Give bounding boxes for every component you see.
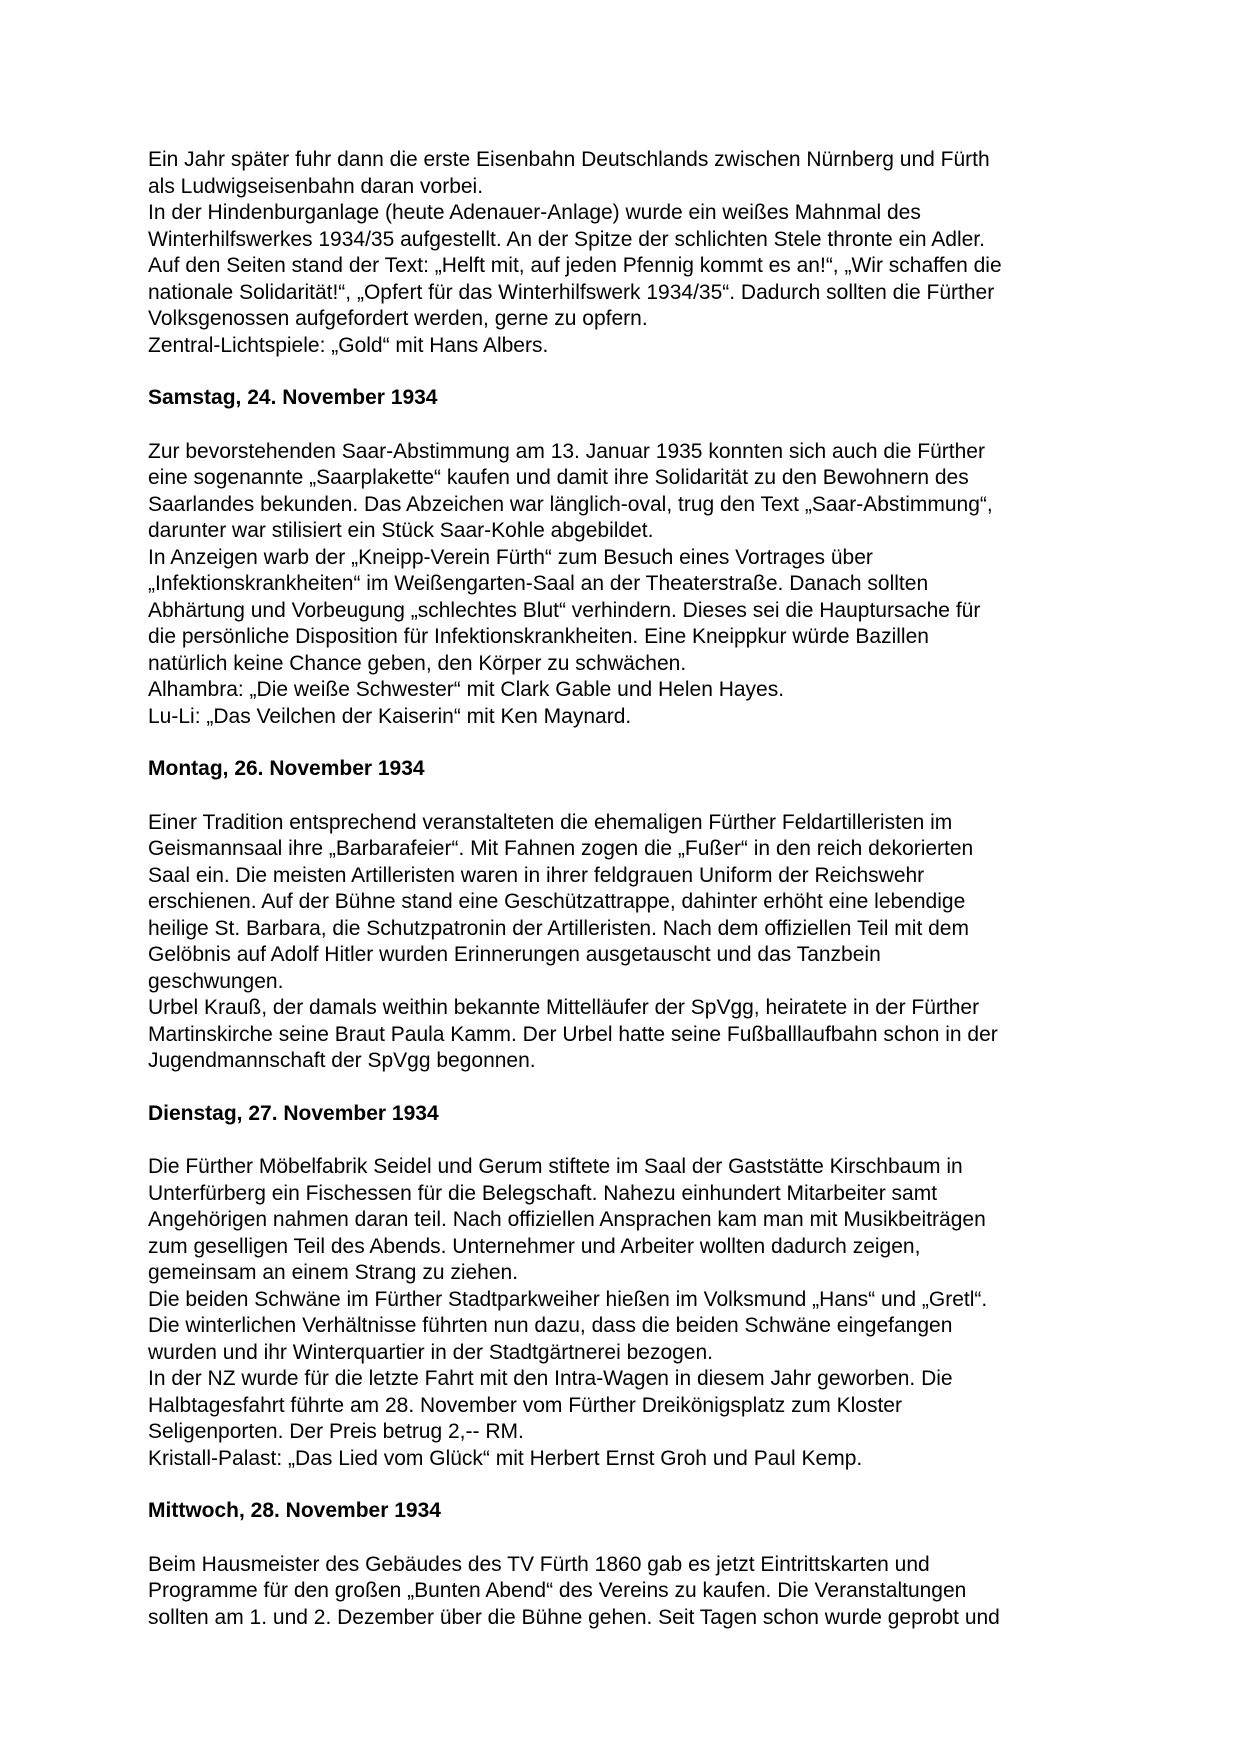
text-line: natürlich keine Chance geben, den Körper zu schwächen. — [148, 651, 687, 675]
text-line: Lu-Li: „Das Veilchen der Kaiserin“ mit Ken Maynard. — [148, 704, 632, 728]
paragraph — [148, 200, 1088, 333]
paragraph — [148, 545, 1088, 678]
text-line: Die beiden Schwäne im Fürther Stadtparkweiher hießen im Volksmund „Hans“ und „Gretl“. — [148, 1287, 988, 1311]
text-line: Saal ein. Die meisten Artilleristen waren in ihrer feldgrauen Uniform der Reichswehr — [148, 863, 925, 887]
text-line: „Infektionskrankheiten“ im Weißengarten-Saal an der Theaterstraße. Danach sollten — [148, 572, 929, 595]
document-page — [148, 147, 1088, 1631]
paragraph — [148, 1154, 1088, 1287]
text-line: wurden und ihr Winterquartier in der Stadtgärtnerei bezogen. — [148, 1340, 713, 1364]
text-line: Zur bevorstehenden Saar-Abstimmung am 13. Januar 1935 konnten sich auch die Fürther — [148, 439, 985, 463]
paragraph — [148, 995, 1088, 1075]
paragraph — [148, 1446, 1088, 1473]
text-line: Volksgenossen aufgefordert werden, gerne zu opfern. — [148, 307, 648, 330]
text-line: In der Hindenburganlage (heute Adenauer-Anlage) wurde ein weißes Mahnmal des — [148, 201, 921, 224]
text-line: Jugendmannschaft der SpVgg begonnen. — [148, 1049, 536, 1072]
section-body — [148, 810, 1088, 1075]
text-line: Saarlandes bekunden. Das Abzeichen war länglich-oval, trug den Text „Saar-Abstimmung“, — [148, 492, 993, 516]
text-line: heilige St. Barbara, die Schutzpatronin der Artilleristen. Nach dem offiziellen Teil mit dem — [148, 916, 969, 940]
text-line: In der NZ wurde für die letzte Fahrt mit den Intra-Wagen in diesem Jahr geworben. Die — [148, 1367, 953, 1390]
date-heading: Dienstag, 27. November 1934 — [148, 1101, 439, 1125]
text-line: Unterfürberg ein Fischessen für die Belegschaft. Nahezu einhundert Mitarbeiter samt — [148, 1181, 938, 1205]
paragraph — [148, 333, 1088, 360]
paragraph — [148, 1287, 1088, 1367]
date-heading: Montag, 26. November 1934 — [148, 757, 425, 780]
text-line: Winterhilfswerkes 1934/35 aufgestellt. An der Spitze der schlichten Stele thronte ein Adler. — [148, 227, 985, 251]
text-line: Auf den Seiten stand der Text: „Helft mit, auf jeden Pfennig kommt es an!“, „Wir schaffen die — [148, 254, 1002, 277]
text-line: Urbel Krauß, der damals weithin bekannte Mittelläufer der SpVgg, heiratete in der Fürther — [148, 996, 980, 1019]
text-line: Beim Hausmeister des Gebäudes des TV Fürth 1860 gab es jetzt Eintrittskarten und — [148, 1552, 930, 1576]
text-line: Angehörigen nahmen daran teil. Nach offiziellen Ansprachen kam man mit Musikbeiträgen — [148, 1208, 986, 1231]
paragraph — [148, 147, 1088, 200]
section-body — [148, 439, 1088, 731]
paragraph — [148, 439, 1088, 545]
text-line: als Ludwigseisenbahn daran vorbei. — [148, 174, 484, 198]
text-line: Die Fürther Möbelfabrik Seidel und Gerum stiftete im Saal der Gaststätte Kirschbaum in — [148, 1155, 963, 1178]
text-line: Alhambra: „Die weiße Schwester“ mit Clark Gable und Helen Hayes. — [148, 678, 785, 701]
text-line: Kristall-Palast: „Das Lied vom Glück“ mit Herbert Ernst Groh und Paul Kemp. — [148, 1446, 863, 1470]
text-line: Martinskirche seine Braut Paula Kamm. Der Urbel hatte seine Fußballlaufbahn schon in der — [148, 1022, 998, 1046]
paragraph — [148, 704, 1088, 731]
text-line: nationale Solidarität!“, „Opfert für das Winterhilfswerk 1934/35“. Dadurch sollten die Fürther — [148, 280, 995, 304]
text-line: darunter war stilisiert ein Stück Saar-Kohle abgebildet. — [148, 519, 654, 542]
text-line: gemeinsam an einem Strang zu ziehen. — [148, 1261, 519, 1284]
text-line: geschwungen. — [148, 969, 284, 993]
text-line: Einer Tradition entsprechend veranstalteten die ehemaligen Fürther Feldartilleristen im — [148, 810, 953, 834]
text-line: Halbtagesfahrt führte am 28. November vom Fürther Dreikönigsplatz zum Kloster — [148, 1393, 902, 1417]
paragraph — [148, 1552, 1088, 1632]
text-line: zum geselligen Teil des Abends. Unternehmer und Arbeiter wollten dadurch zeigen, — [148, 1234, 921, 1258]
text-line: Die winterlichen Verhältnisse führten nun dazu, dass die beiden Schwäne eingefangen — [148, 1314, 953, 1337]
text-line: Gelöbnis auf Adolf Hitler wurden Erinnerungen ausgetauscht und das Tanzbein — [148, 943, 881, 966]
text-line: eine sogenannte „Saarplakette“ kaufen und damit ihre Solidarität zu den Bewohnern des — [148, 466, 969, 489]
text-line: die persönliche Disposition für Infektionskrankheiten. Eine Kneippkur würde Bazillen — [148, 625, 929, 648]
text-line: sollten am 1. und 2. Dezember über die Bühne gehen. Seit Tagen schon wurde geprobt und — [148, 1605, 1000, 1629]
text-line: In Anzeigen warb der „Kneipp-Verein Fürth“ zum Besuch eines Vortrages über — [148, 545, 873, 569]
text-line: Programme für den großen „Bunten Abend“ des Vereins zu kaufen. Die Veranstaltungen — [148, 1579, 967, 1602]
text-line: Ein Jahr später fuhr dann die erste Eisenbahn Deutschlands zwischen Nürnberg und Fürth — [148, 148, 990, 171]
date-heading: Samstag, 24. November 1934 — [148, 386, 438, 409]
text-line: Seligenporten. Der Preis betrug 2,-- RM. — [148, 1420, 524, 1443]
text-line: Geismannsaal ihre „Barbarafeier“. Mit Fahnen zogen die „Fußer“ in den reich dekorierten — [148, 837, 974, 860]
section-body — [148, 1552, 1088, 1632]
date-heading: Mittwoch, 28. November 1934 — [148, 1499, 441, 1522]
paragraph — [148, 1366, 1088, 1446]
intro-body — [148, 147, 1088, 359]
paragraph — [148, 677, 1088, 704]
section-body — [148, 1154, 1088, 1472]
paragraph — [148, 810, 1088, 996]
text-line: erschienen. Auf der Bühne stand eine Geschützattrappe, dahinter erhöht eine lebendige — [148, 890, 966, 913]
text-line: Zentral-Lichtspiele: „Gold“ mit Hans Albers. — [148, 333, 549, 357]
text-line: Abhärtung und Vorbeugung „schlechtes Blut“ verhindern. Dieses sei die Hauptursache für — [148, 598, 981, 622]
